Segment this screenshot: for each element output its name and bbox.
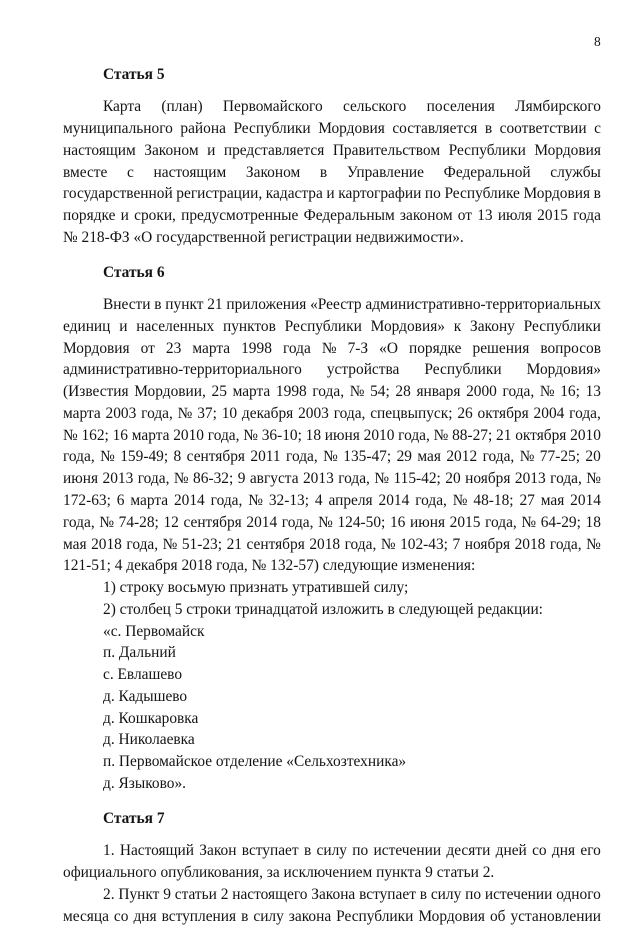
word: настоящим: [153, 164, 227, 181]
word: Республики: [336, 908, 414, 925]
paragraph-line: [63, 384, 601, 399]
word: мая: [417, 448, 441, 465]
word: марта: [192, 340, 231, 357]
word: законом: [399, 207, 453, 224]
word: 2014: [570, 492, 601, 509]
word: силу: [253, 908, 284, 925]
word: 2018: [309, 536, 341, 553]
word: устройства: [326, 361, 400, 378]
word: Республики: [284, 318, 362, 335]
paragraph-line: 121-51; 4 декабря 2018 года, № 132-57) следующие изменения:: [63, 557, 476, 574]
word: года,: [344, 536, 377, 553]
word: Федеральной: [443, 164, 531, 181]
word: закона: [288, 908, 332, 925]
word: 2000: [466, 383, 497, 400]
word: №: [539, 383, 555, 400]
word: сельского: [342, 98, 407, 115]
word: 20: [585, 448, 601, 465]
word: года,: [63, 514, 95, 531]
word: 2: [220, 886, 229, 903]
word: Республики: [523, 318, 601, 335]
word: года,: [286, 448, 318, 465]
word: №: [100, 448, 115, 465]
paragraph-line: [63, 909, 601, 924]
word: 1.: [103, 842, 115, 859]
word: порядке: [63, 207, 116, 224]
word: 77-25;: [539, 448, 580, 465]
word: Мордовия»: [526, 361, 601, 378]
word: Мордовия»: [370, 318, 445, 335]
word: об: [489, 908, 506, 925]
paragraph-line: [63, 319, 601, 334]
word: 135-47;: [343, 448, 392, 465]
word: настоящим: [63, 142, 136, 159]
word: силу: [316, 842, 347, 859]
word: июля: [497, 207, 532, 224]
word: Внести: [103, 296, 151, 313]
word: №: [586, 536, 601, 553]
word: года,: [137, 470, 170, 487]
word: Республики: [233, 120, 311, 137]
word: истечении: [373, 842, 442, 859]
word: силу: [430, 886, 462, 903]
word: 54;: [370, 383, 390, 400]
word: Мордовии,: [134, 383, 206, 400]
word: 2018: [91, 536, 122, 553]
word: 2014: [246, 514, 278, 531]
word: Мордовия: [534, 142, 601, 159]
paragraph-line: № 218-ФЗ «О государственной регистрации недвижимости».: [63, 229, 464, 246]
paragraph-line: [63, 537, 601, 552]
word: 37;: [197, 405, 217, 422]
word: июня: [63, 470, 99, 487]
word: района: [180, 120, 226, 137]
paragraph-line: [63, 208, 601, 223]
word: Первомайского: [222, 98, 323, 115]
paragraph-line: [63, 515, 601, 530]
word: 16;: [560, 383, 580, 400]
word: Карта: [103, 98, 142, 115]
word: года,: [126, 536, 159, 553]
word: года,: [550, 470, 582, 487]
paragraph-line: [63, 406, 601, 421]
word: №: [173, 470, 189, 487]
word: октября: [477, 405, 529, 422]
word: года,: [502, 383, 535, 400]
word: ноября: [465, 470, 511, 487]
word: установлении: [510, 908, 601, 925]
word: вопросов: [540, 340, 601, 357]
word: марта: [131, 427, 170, 444]
word: предусмотренные: [181, 207, 299, 224]
word: года,: [207, 427, 240, 444]
word: №: [63, 427, 78, 444]
word: 23: [165, 340, 182, 357]
word: и: [207, 142, 216, 159]
word: 18: [305, 427, 322, 444]
word: вступает: [241, 842, 299, 859]
word: сентября: [183, 514, 242, 531]
word: 29: [396, 448, 412, 465]
word: дней: [495, 842, 527, 859]
word: дня: [133, 908, 157, 925]
word: вместе: [63, 164, 108, 181]
word: Мордовия: [523, 185, 591, 202]
word: 28: [395, 383, 411, 400]
word: 13: [585, 383, 601, 400]
word: 16: [112, 427, 128, 444]
word: населенных: [136, 318, 215, 335]
word: 88-27;: [452, 427, 493, 444]
word: 9: [237, 470, 246, 487]
word: мая: [540, 492, 565, 509]
word: Управление: [346, 164, 424, 181]
word: 124-50;: [337, 514, 386, 531]
word: 21: [496, 427, 512, 444]
word: истечении: [484, 886, 553, 903]
word: Мордовия: [418, 908, 485, 925]
paragraph-line: [63, 341, 601, 356]
paragraph-line: [63, 887, 601, 902]
word: 115-42;: [393, 470, 441, 487]
word: 74-28;: [118, 514, 159, 531]
word: десяти: [446, 842, 491, 859]
word: со: [113, 908, 129, 925]
word: со: [532, 842, 547, 859]
word: 20: [445, 470, 461, 487]
paragraph-line: [63, 121, 601, 136]
word: Республике: [444, 185, 520, 202]
word: Пункт: [118, 886, 160, 903]
list-item: 1) строку восьмую признать утратившей силу;: [103, 579, 409, 596]
paragraph-line: [63, 471, 601, 486]
word: 2010: [363, 427, 395, 444]
word: №: [318, 514, 333, 531]
page-number: 8: [594, 34, 601, 49]
word: №: [248, 492, 263, 509]
word: 21: [207, 296, 223, 313]
paragraph-line: официального опубликования, за исключением пункта 9 статьи 2.: [63, 864, 495, 881]
list-item: п. Первомайское отделение «Сельхозтехника»: [103, 753, 407, 770]
paragraph-line: [63, 362, 601, 377]
word: 2013: [302, 470, 334, 487]
article-7-heading: Статья 7: [103, 810, 165, 827]
word: его: [580, 842, 601, 859]
word: Закона: [311, 886, 356, 903]
word: приложения: [226, 296, 307, 313]
word: 2.: [103, 886, 115, 903]
word: №: [243, 427, 258, 444]
word: года,: [141, 405, 173, 422]
word: года,: [415, 492, 447, 509]
paragraph-line: [63, 186, 601, 201]
word: регистрации,: [176, 185, 263, 202]
word: 2010: [173, 427, 204, 444]
word: Лямбирского: [515, 98, 601, 115]
word: с: [594, 120, 601, 137]
word: по: [352, 842, 369, 859]
word: №: [519, 448, 535, 465]
word: 64-29;: [540, 514, 581, 531]
word: января: [416, 383, 461, 400]
word: 4: [314, 492, 323, 509]
list-item: д. Кадышево: [103, 688, 188, 705]
word: года,: [281, 514, 314, 531]
word: марта: [130, 492, 169, 509]
word: Законом: [144, 142, 199, 159]
word: 2015: [537, 207, 568, 224]
word: с: [127, 164, 134, 181]
word: года,: [482, 448, 515, 465]
word: в: [319, 164, 328, 181]
word: 27: [519, 492, 535, 509]
word: 102-43;: [400, 536, 448, 553]
word: Мордовия: [318, 120, 385, 137]
word: Закону: [470, 318, 515, 335]
word: 172-63;: [63, 492, 111, 509]
word: картографии: [338, 185, 422, 202]
word: государственной: [63, 185, 173, 202]
word: службы: [550, 164, 601, 181]
word: от: [457, 207, 473, 224]
word: единиц: [63, 318, 111, 335]
word: №: [177, 405, 193, 422]
word: пунктов: [222, 318, 276, 335]
word: года,: [63, 448, 95, 465]
word: года: [573, 207, 601, 224]
word: Настоящий: [119, 842, 194, 859]
word: 21: [226, 536, 242, 553]
word: августа: [249, 470, 299, 487]
word: сентября: [246, 536, 305, 553]
word: №: [433, 427, 449, 444]
word: в: [593, 185, 601, 202]
word: №: [452, 492, 468, 509]
word: года,: [338, 470, 370, 487]
word: года,: [549, 536, 582, 553]
word: октября: [515, 427, 567, 444]
word: 2014: [378, 492, 410, 509]
word: 8: [173, 448, 182, 465]
word: вступает: [359, 886, 416, 903]
word: пункт: [165, 296, 204, 313]
word: 7-З: [347, 340, 369, 357]
word: (план): [161, 98, 203, 115]
list-item: д. Кошкаровка: [103, 710, 199, 727]
word: Законом: [245, 164, 301, 181]
word: 2012: [446, 448, 478, 465]
word: июня: [409, 514, 446, 531]
word: 16: [389, 514, 406, 531]
paragraph-line: [63, 493, 601, 508]
word: года,: [312, 383, 345, 400]
paragraph-line: [63, 165, 601, 180]
word: 2018: [514, 536, 546, 553]
word: 10: [221, 405, 238, 422]
word: Правительством: [332, 142, 441, 159]
word: года,: [485, 514, 517, 531]
word: (Известия: [63, 383, 129, 400]
word: 2004: [533, 405, 565, 422]
word: дня: [551, 842, 576, 859]
word: №: [99, 514, 115, 531]
word: 2010: [570, 427, 601, 444]
word: месяца: [63, 908, 109, 925]
word: представляется: [223, 142, 325, 159]
word: №: [323, 448, 338, 465]
word: апреля: [328, 492, 373, 509]
word: года,: [569, 405, 601, 422]
list-item: д. Языково».: [103, 775, 187, 792]
word: кадастра: [265, 185, 323, 202]
word: настоящего: [232, 886, 308, 903]
word: №: [321, 340, 337, 357]
word: марта: [232, 383, 271, 400]
word: муниципального: [63, 120, 173, 137]
word: 2011: [250, 448, 281, 465]
word: Республики: [424, 361, 502, 378]
word: в: [419, 886, 428, 903]
word: года,: [210, 492, 243, 509]
word: №: [380, 536, 396, 553]
word: №: [521, 514, 537, 531]
word: Мордовия: [63, 340, 130, 357]
word: соответствии: [499, 120, 587, 137]
word: решения: [472, 340, 530, 357]
word: декабря: [241, 405, 294, 422]
word: «О: [379, 340, 398, 357]
word: 32-13;: [268, 492, 309, 509]
word: по: [424, 185, 441, 202]
word: поселения: [426, 98, 495, 115]
word: порядке: [409, 340, 462, 357]
word: составляется: [392, 120, 478, 137]
word: административно-территориального: [63, 361, 302, 378]
word: 13: [477, 207, 493, 224]
word: №: [374, 470, 390, 487]
word: одного: [556, 886, 601, 903]
word: года,: [333, 405, 366, 422]
word: в: [241, 908, 249, 925]
word: 7: [452, 536, 461, 553]
paragraph-line: [63, 843, 601, 858]
word: 2015: [449, 514, 481, 531]
word: 86-32;: [193, 470, 234, 487]
list-item: «с. Первомайск: [103, 623, 205, 640]
word: 1998: [241, 340, 272, 357]
word: 1998: [275, 383, 307, 400]
word: 6: [116, 492, 125, 509]
paragraph-line: [63, 449, 601, 464]
word: 162;: [81, 427, 109, 444]
word: №: [349, 383, 365, 400]
word: Закон: [199, 842, 237, 859]
word: в: [154, 296, 162, 313]
word: и: [119, 318, 128, 335]
word: №: [586, 470, 601, 487]
paragraph-line: [63, 428, 601, 443]
word: 48-18;: [473, 492, 514, 509]
word: 2003: [298, 405, 329, 422]
paragraph-line: [63, 99, 601, 114]
word: 2013: [102, 470, 134, 487]
list-item: д. Николаевка: [103, 731, 195, 748]
word: в: [484, 120, 493, 137]
word: 2013: [514, 470, 546, 487]
article-5-heading: Статья 5: [103, 66, 165, 83]
word: ноября: [464, 536, 511, 553]
word: 25: [211, 383, 227, 400]
list-item: с. Евлашево: [103, 666, 183, 683]
word: 12: [163, 514, 179, 531]
word: в: [303, 842, 312, 859]
word: к: [453, 318, 462, 335]
word: №: [162, 536, 178, 553]
word: спецвыпуск;: [370, 405, 453, 422]
word: и: [326, 185, 335, 202]
word: 9: [163, 886, 171, 903]
word: вступления: [161, 908, 237, 925]
word: от: [140, 340, 155, 357]
article-6-heading: Статья 6: [103, 264, 165, 281]
list-item: 2) столбец 5 строки тринадцатой изложить в следующей редакции:: [103, 601, 543, 618]
word: статьи: [174, 886, 217, 903]
word: по: [465, 886, 482, 903]
word: административно-территориальных: [365, 296, 601, 313]
paragraph-line: [63, 143, 601, 158]
word: сентября: [186, 448, 245, 465]
word: 2014: [173, 492, 205, 509]
word: июня: [324, 427, 360, 444]
word: 51-23;: [181, 536, 223, 553]
word: 2003: [105, 405, 137, 422]
word: 36-10;: [261, 427, 302, 444]
list-item: п. Дальний: [103, 644, 176, 661]
word: марта: [63, 405, 101, 422]
word: и: [120, 207, 129, 224]
word: мая: [63, 536, 87, 553]
word: сроки,: [134, 207, 176, 224]
word: Республики: [448, 142, 526, 159]
word: года: [282, 340, 311, 357]
word: 159-49;: [120, 448, 169, 465]
word: Федеральным: [303, 207, 395, 224]
word: 26: [457, 405, 473, 422]
word: 18: [585, 514, 601, 531]
paragraph-line: [63, 297, 601, 312]
word: «Реестр: [310, 296, 362, 313]
word: года,: [398, 427, 430, 444]
